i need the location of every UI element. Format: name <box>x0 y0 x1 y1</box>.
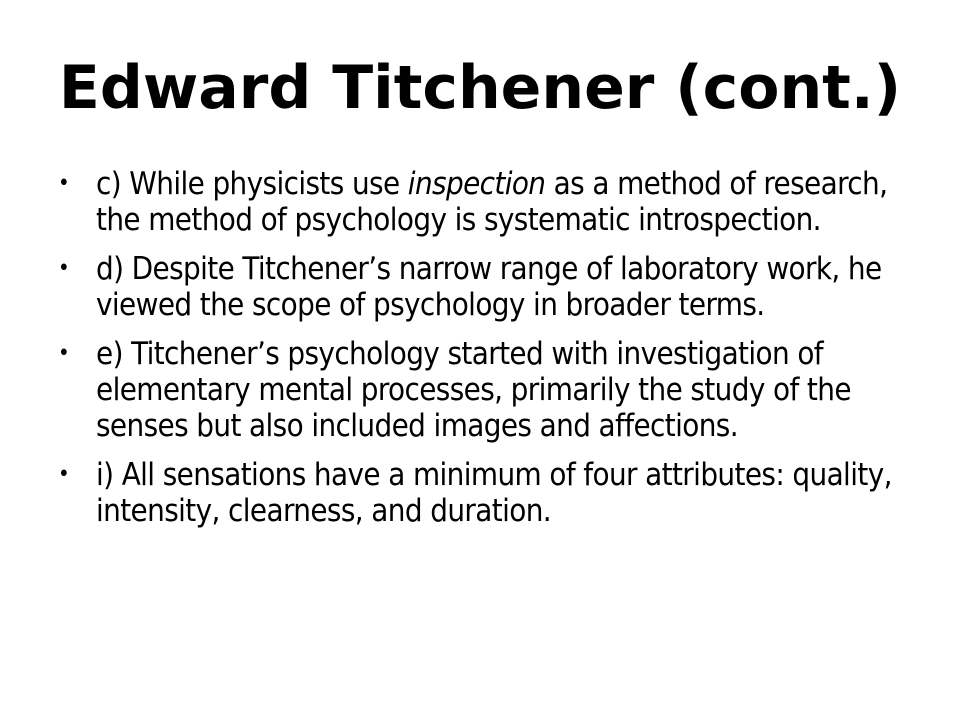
bullet-text <box>96 166 887 238</box>
bullet-text: d) Despite Titchener’s narrow range of laboratory work, he viewed the scope of psychology in broader terms. <box>96 251 882 323</box>
bullet-icon: • <box>58 256 70 281</box>
bullet-text: e) Titchener’s psychology started with investigation of elementary mental processes, primarily the study of the senses but also included images and affections. <box>96 336 851 444</box>
bullet-text-emphasis: inspection <box>407 166 546 202</box>
bullet-icon: • <box>58 171 70 196</box>
bullet-icon: • <box>58 462 70 487</box>
bullet-icon: • <box>58 341 70 366</box>
bullet-item-c <box>58 166 918 238</box>
bullet-text: i) All sensations have a minimum of four attributes: quality, intensity, clearness, and duration. <box>96 457 892 529</box>
bullet-item-d <box>58 251 918 323</box>
bullet-item-e <box>58 336 918 444</box>
bullet-list <box>58 166 918 542</box>
bullet-item-i <box>58 457 918 529</box>
bullet-text-post: as a method of research, the method of psychology is systematic introspection. <box>96 166 888 238</box>
slide-title: Edward Titchener (cont.) <box>58 53 902 123</box>
bullet-text-pre: c) While physicists use <box>96 166 408 202</box>
